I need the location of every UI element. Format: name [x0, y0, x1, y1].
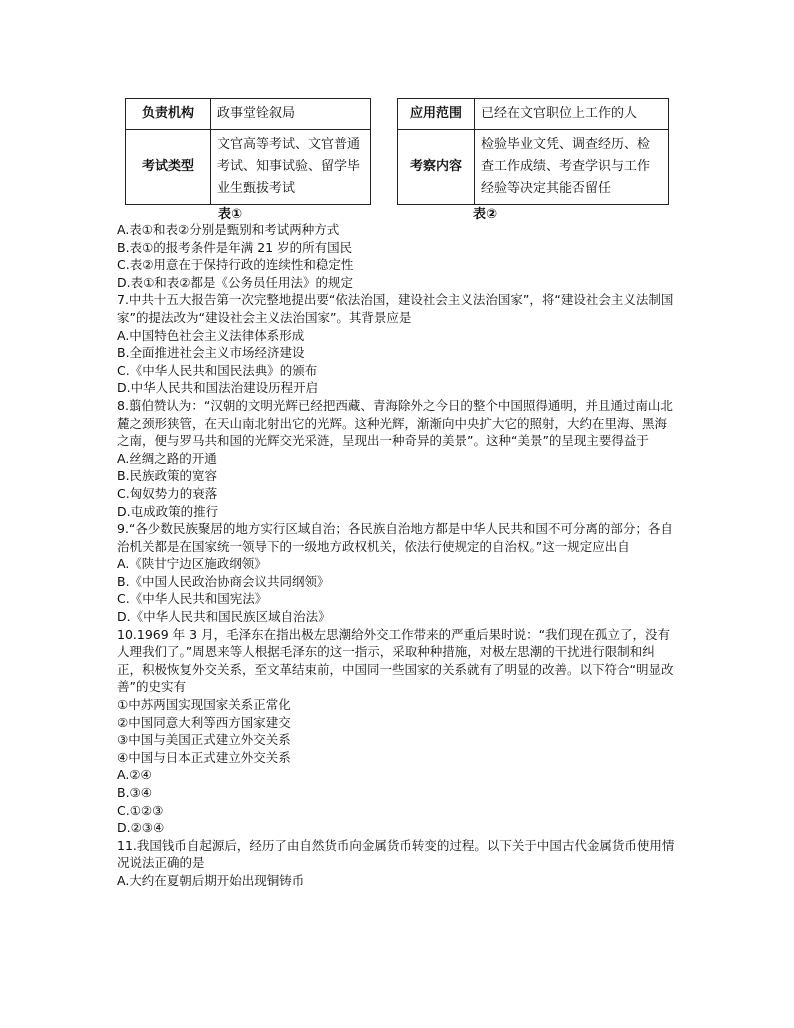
table-2-caption: 表② — [473, 207, 498, 222]
option-text: D.表①和表②都是《公务员任用法》的规定 — [117, 274, 354, 290]
option-text: A.《陕甘宁边区施政纲领》 — [117, 556, 267, 572]
question-stem: 10.1969 年 3 月，毛泽东在指出极左思潮给外交工作带来的严重后果时说：“我们现在孤立了，没有人理我们了。”周恩来等人根据毛泽东的这一指示，采取种种措施，对极左思潮的干扰进行限制和纠正，积极恢复外交关系，至文革结束前，中国同一些国家的关系就有了明显的改善。以下符合“明显改善”的史实有 — [117, 626, 674, 695]
option-text: B.民族政策的宽容 — [117, 468, 218, 484]
option-text: C.匈奴势力的衰落 — [117, 485, 218, 501]
table-header-cell: 负责机构 — [126, 99, 211, 130]
table-value-cell: 检验毕业文凭、调查经历、检查工作成绩、考查学识与工作经验等决定其能否留任 — [475, 130, 669, 205]
option-text: B.③④ — [117, 785, 152, 800]
option-text: B.表①的报考条件是年满 21 岁的所有国民 — [117, 239, 353, 255]
question-item: ①中苏两国实现国家关系正常化 — [117, 697, 291, 713]
table-value-cell: 已经在文官职位上工作的人 — [475, 99, 669, 130]
question-item: ③中国与美国正式建立外交关系 — [117, 732, 291, 748]
option-text: B.全面推进社会主义市场经济建设 — [117, 345, 305, 361]
table-1 — [125, 98, 371, 205]
question-list — [117, 221, 677, 890]
table-row — [398, 99, 669, 130]
option-text: B.《中国人民政治协商会议共同纲领》 — [117, 573, 330, 589]
option-text: D.中华人民共和国法治建设历程开启 — [117, 380, 319, 396]
table-row — [126, 130, 371, 205]
option-text: D.《中华人民共和国民族区域自治法》 — [117, 609, 331, 625]
question-stem: 7.中共十五大报告第一次完整地提出要“依法治国，建设社会主义法治国家”，将“建设社会主义法制国家”的提法改为“建设社会主义法治国家”。其背景应是 — [117, 292, 674, 325]
table-value-cell: 文官高等考试、文官普通考试、知事试验、留学毕业生甄拔考试 — [211, 130, 371, 205]
option-text: D.屯成政策的推行 — [117, 503, 219, 519]
table-value-cell: 政事堂铨叙局 — [211, 99, 371, 130]
option-text: A.中国特色社会主义法律体系形成 — [117, 327, 305, 343]
option-text: A.大约在夏朝后期开始出现铜铸币 — [117, 872, 305, 888]
question-stem: 8.翦伯赞认为：“汉朝的文明光辉已经把西藏、青海除外之今日的整个中国照得通明，并且通过南山北麓之颈形狭管，在天山南北射出它的光辉。这种光辉，渐渐向中央扩大它的照射，大约在里海、黑海之南，便与罗马共和国的光辉交光采涟，呈现出一种奇异的美景”。这种“美景”的呈现主要得益于 — [117, 397, 673, 449]
option-text: C.表②用意在于保持行政的连续性和稳定性 — [117, 257, 354, 273]
option-text: A.②④ — [117, 767, 152, 783]
question-stem: 11.我国钱币自起源后，经历了由自然货币向金属货币转变的过程。以下关于中国古代金属货币使用情况说法正确的是 — [117, 837, 675, 871]
question-item: ②中国同意大利等西方国家建交 — [117, 714, 291, 730]
option-text: A.丝绸之路的开通 — [117, 450, 217, 466]
table-header-cell: 应用范围 — [398, 99, 475, 130]
option-text: A.表①和表②分别是甄别和考试两种方式 — [117, 222, 340, 237]
table-row — [126, 99, 371, 130]
question-item: ④中国与日本正式建立外交关系 — [117, 749, 291, 765]
option-text: D.②③④ — [117, 820, 165, 836]
option-text: C.《中华人民共和国民法典》的颁布 — [117, 362, 318, 378]
table-row — [398, 130, 669, 205]
option-text: C.《中华人民共和国宪法》 — [117, 591, 268, 607]
table-header-cell: 考察内容 — [398, 130, 475, 205]
question-stem: 9.“各少数民族聚居的地方实行区域自治；各民族自治地方都是中华人民共和国不可分离的部分；各自治机关都是在国家统一领导下的一级地方政权机关，依法行使规定的自治权。”这一规定应出自 — [117, 521, 673, 554]
table-header-cell: 考试类型 — [126, 130, 211, 205]
table-1-caption: 表① — [218, 207, 243, 222]
table-2 — [397, 98, 669, 205]
option-text: C.①②③ — [117, 802, 164, 818]
